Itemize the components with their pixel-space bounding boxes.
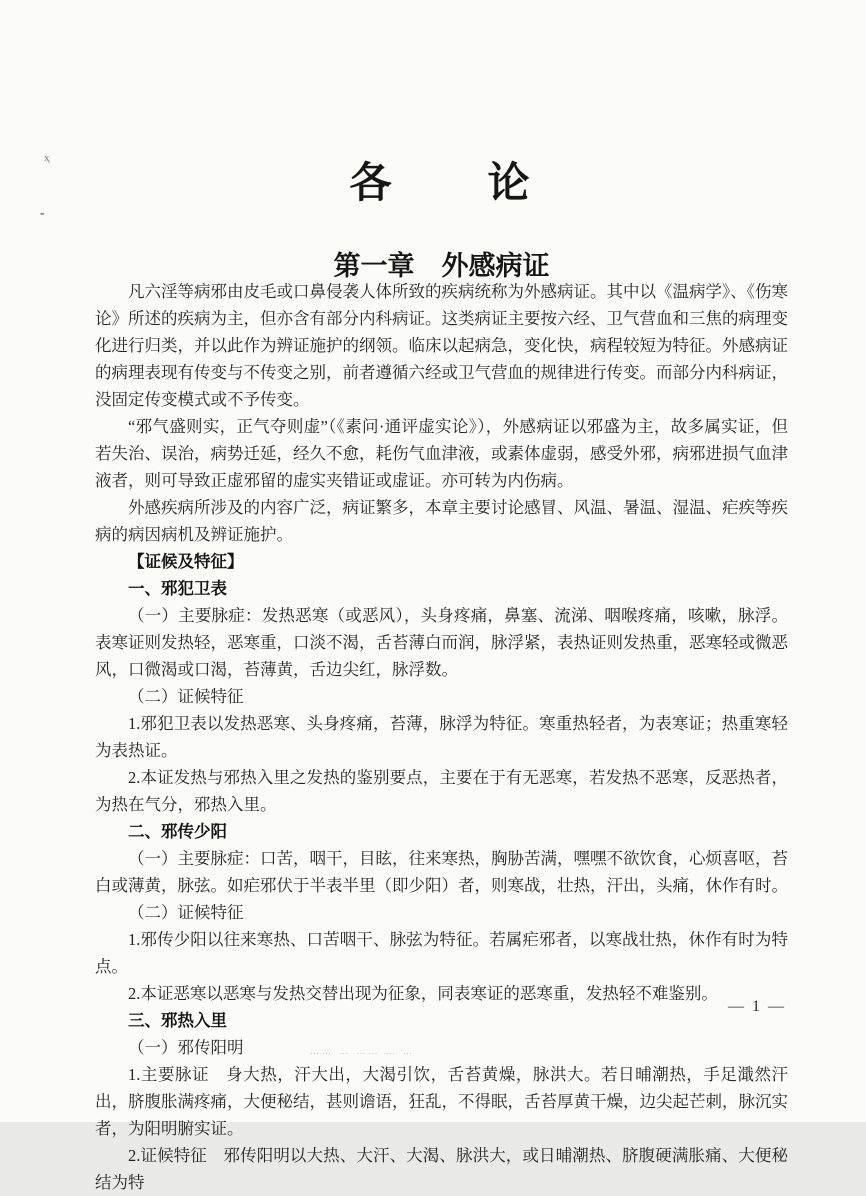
paragraph: 2.本证发热与邪热入里之发热的鉴别要点，主要在于有无恶寒，若发热不恶寒，反恶热者，为热在气分，邪热入里。 [95,768,788,814]
paragraph: “邪气盛则实，正气夺则虚”（《素问·通评虚实论》），外感病证以邪盛为主，故多属实证，但若失治、误治，病势迁延，经久不愈，耗伤气血津液，或素体虚弱，感受外邪，病邪进损气血津液者，则可导致正虚邪留的虚实夹错证或虚证。亦可转为内伤病。 [95,417,788,490]
section-heading-1: 一、邪犯卫表 [128,579,227,598]
page-number: — 1 — [728,998,786,1015]
section-heading-3: 三、邪热入里 [128,1011,227,1030]
page-title: 各 论 [349,161,534,208]
section-heading-2: 二、邪传少阳 [128,822,227,841]
paragraph: （一）主要脉症：发热恶寒（或恶风），头身疼痛，鼻塞、流涕、咽喉疼痛，咳嗽，脉浮。表寒证则发热轻，恶寒重，口淡不渴，舌苔薄白而润，脉浮紧，表热证则发热重，恶寒轻或微恶风，口微渴或口渴，苔薄黄，舌边尖红，脉浮数。 [95,606,788,679]
paragraph: 凡六淫等病邪由皮毛或口鼻侵袭人体所致的疾病统称为外感病证。其中以《温病学》、《伤寒论》所述的疾病为主，但亦含有部分内科病证。这类病证主要按六经、卫气营血和三焦的病理变化进行归类，并以此作为辨证施护的纲领。临床以起病急，变化快，病程较短为特征。外感病证的病理表现有传变与不传变之别，前者遵循六经或卫气营血的规律进行传变。而部分内科病证，没固定传变模式或不予传变。 [95,282,788,409]
scan-artifact-mark: ҳ [44,152,50,164]
paragraph: （一）邪传阳明 [128,1038,244,1057]
paragraph: 2.证候特征 邪传阳明以大热、大汗、大渴、脉洪大，或日晡潮热、脐腹硬满胀痛、大便秘结为特 [95,1146,788,1192]
paragraph: 1.邪犯卫表以发热恶寒、头身疼痛，苔薄，脉浮为特征。寒重热轻者，为表寒证；热重寒轻为表热证。 [95,714,788,760]
body-text [95,278,788,1196]
paragraph: 1.邪传少阳以往来寒热、口苦咽干、脉弦为特征。若属疟邪者，以寒战壮热，休作有时为特点。 [95,930,788,976]
chapter-heading: 第一章 外感病证 [333,251,550,282]
paragraph: 1.主要脉证 身大热，汗大出，大渴引饮，舌苔黄燥，脉洪大。若日晡潮热，手足濈然汗出，脐腹胀满疼痛，大便秘结，甚则谵语，狂乱，不得眠，舌苔厚黄干燥，边尖起芒刺，脉沉实者，为阳明腑实证。 [95,1065,788,1138]
paragraph: （二）证候特征 [128,687,244,706]
paragraph: （一）主要脉症：口苦，咽干，目眩，往来寒热，胸胁苦满，嘿嘿不欲饮食，心烦喜呕，苔白或薄黄，脉弦。如疟邪伏于半表半里（即少阳）者，则寒战，壮热，汗出，头痛，休作有时。 [95,849,788,895]
section-heading-features: 【证候及特征】 [128,552,244,571]
scan-artifact-dash: - [40,206,45,221]
paragraph: （二）证候特征 [128,903,244,922]
paragraph: 2.本证恶寒以恶寒与发热交替出现为征象，同表寒证的恶寒重，发热轻不难鉴别。 [128,984,718,1003]
scan-artifact-footer-dots: ⋯⋯ ⋯ ⋯⋯ ⋯ ⋯ [310,1048,415,1058]
paragraph: 外感疾病所涉及的内容广泛，病证繁多，本章主要讨论感冒、风温、暑温、湿温、疟疾等疾病的病因病机及辨证施护。 [95,498,788,544]
